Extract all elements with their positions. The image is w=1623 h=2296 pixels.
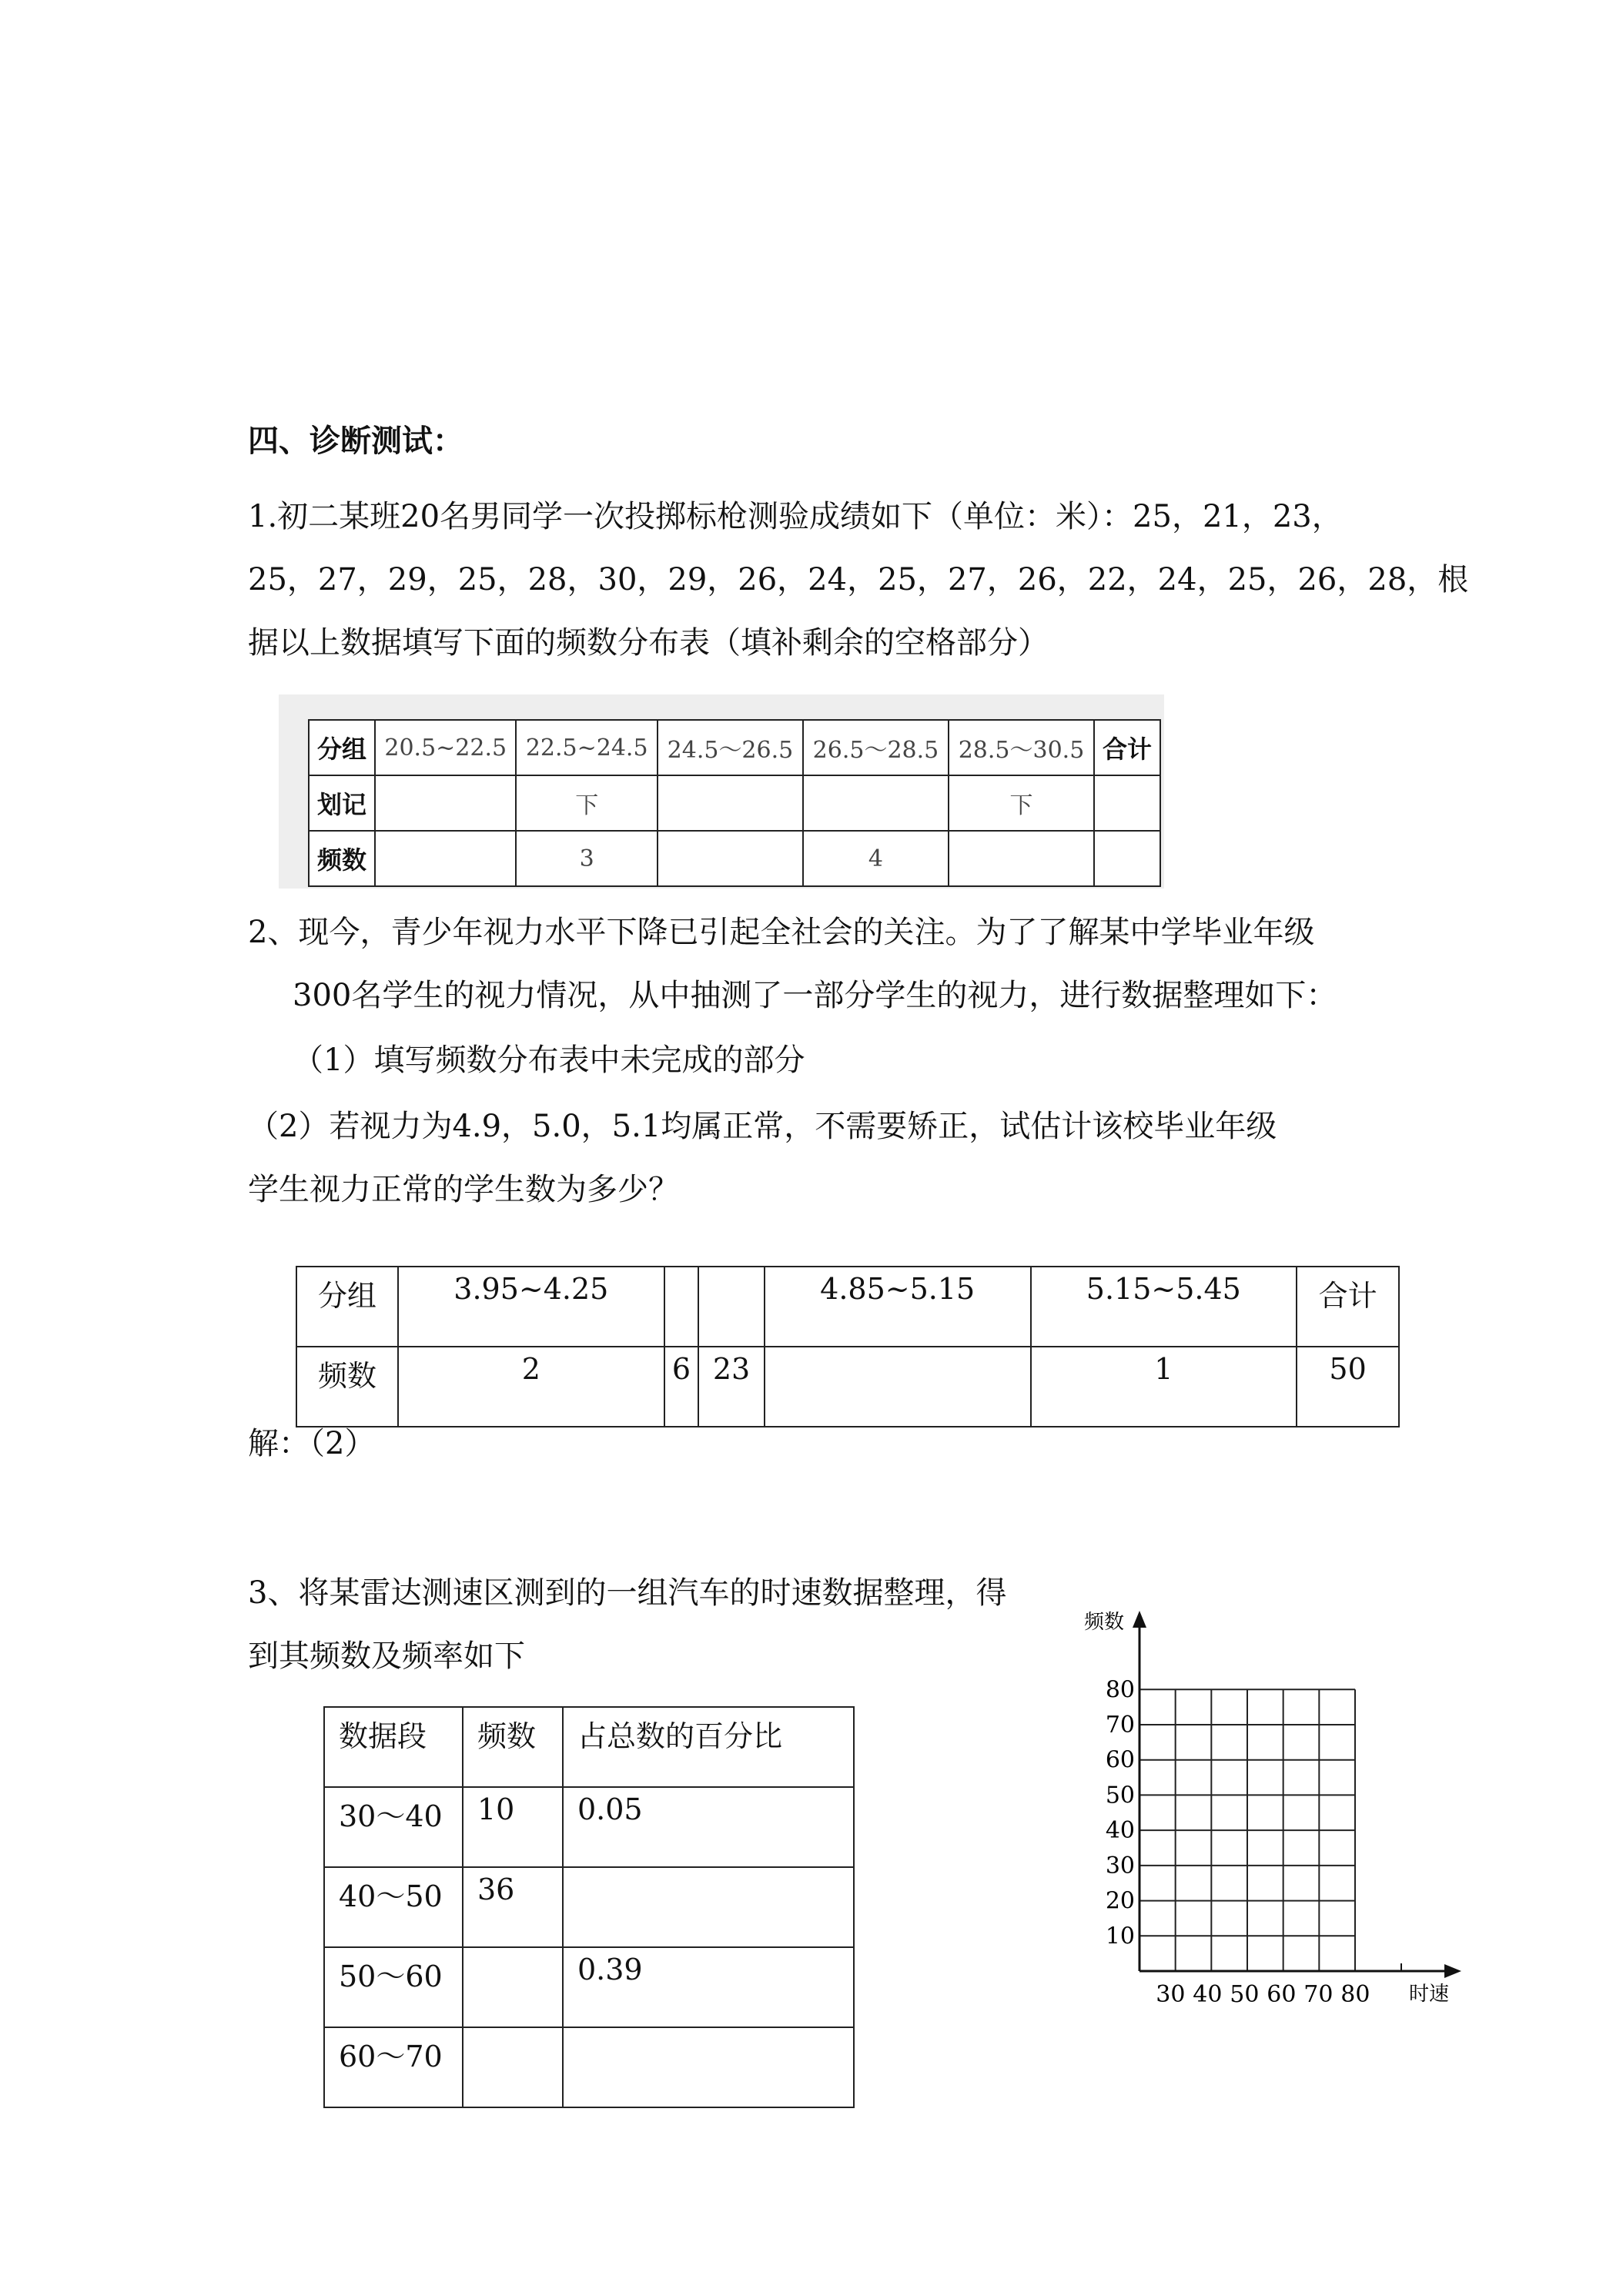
table-cell: 下 <box>516 775 657 831</box>
y-tick-label: 30 <box>1105 1852 1135 1879</box>
table-cell: 40～50 <box>324 1867 463 1947</box>
q3-line-2: 到其频数及频率如下 <box>248 1638 525 1674</box>
q1-line-3: 据以上数据填写下面的频数分布表（填补剩余的空格部分） <box>248 625 1049 661</box>
q3-frequency-table <box>323 1706 855 2108</box>
table-row <box>309 831 1160 886</box>
table-cell: 下 <box>949 775 1094 831</box>
table-cell: 3.95~4.25 <box>398 1267 664 1347</box>
q2-line-2: 300名学生的视力情况，从中抽测了一部分学生的视力，进行数据整理如下： <box>293 978 1337 1013</box>
table-cell: 4 <box>803 831 949 886</box>
table-cell: 2 <box>398 1347 664 1427</box>
table-cell <box>664 1267 699 1347</box>
table-cell: 0.39 <box>563 1947 854 2027</box>
q2-answer-label: 解：（2） <box>248 1426 376 1461</box>
table-cell: 分组 <box>296 1267 398 1347</box>
x-axis-label: 时速 <box>1409 1983 1450 2006</box>
table-cell: 30～40 <box>324 1787 463 1867</box>
y-axis-label: 频数 <box>1084 1611 1125 1634</box>
q1-line-2: 25，27，29，25，28，30，29，26，24，25，27，26，22，24，25，26，28，根 <box>248 562 1469 597</box>
table-cell <box>1094 831 1160 886</box>
table-cell <box>463 1947 563 2027</box>
q3-line-1: 3、将某雷达测速区测到的一组汽车的时速数据整理，得 <box>248 1575 1007 1611</box>
table-cell: 23 <box>698 1347 765 1427</box>
table-row <box>296 1347 1399 1427</box>
table-row <box>324 1947 854 2027</box>
x-axis-arrow-icon <box>1444 1964 1461 1978</box>
table-cell <box>563 2027 854 2107</box>
table-row <box>324 1867 854 1947</box>
x-tick-label: 40 <box>1193 1981 1223 2008</box>
table-cell <box>463 2027 563 2107</box>
table-cell <box>375 775 516 831</box>
q2-sub-question-2-line-1: （2）若视力为4.9，5.0，5.1均属正常，不需要矫正，试估计该校毕业年级 <box>248 1109 1277 1144</box>
table-row <box>296 1267 1399 1347</box>
table-cell: 1 <box>1031 1347 1297 1427</box>
q2-frequency-table <box>296 1266 1400 1427</box>
histogram-grid-chart <box>1070 1602 1471 2017</box>
table-row <box>324 2027 854 2107</box>
table-row <box>324 1707 854 1787</box>
table-cell: 频数 <box>309 831 375 886</box>
q2-line-1: 2、现今，青少年视力水平下降已引起全社会的关注。为了了解某中学毕业年级 <box>248 915 1315 950</box>
table-cell: 22.5~24.5 <box>516 720 657 775</box>
x-tick-label: 50 <box>1230 1981 1260 2008</box>
y-tick-label: 10 <box>1105 1923 1135 1950</box>
table-cell <box>375 831 516 886</box>
section-title: 四、诊断测试： <box>248 423 463 459</box>
table-cell <box>698 1267 765 1347</box>
table-cell: 频数 <box>296 1347 398 1427</box>
table-row <box>309 775 1160 831</box>
table-cell <box>765 1347 1031 1427</box>
table-cell: 36 <box>463 1867 563 1947</box>
y-axis-arrow-icon <box>1133 1611 1146 1628</box>
x-tick-label: 70 <box>1303 1981 1334 2008</box>
table-cell: 3 <box>516 831 657 886</box>
x-tick-label: 80 <box>1340 1981 1370 2008</box>
table-cell <box>1094 775 1160 831</box>
table-cell: 50～60 <box>324 1947 463 2027</box>
table-cell: 26.5～28.5 <box>803 720 949 775</box>
table-cell: 28.5～30.5 <box>949 720 1094 775</box>
table-cell <box>949 831 1094 886</box>
q1-frequency-table <box>308 719 1161 887</box>
table-cell: 24.5～26.5 <box>658 720 803 775</box>
table-cell <box>803 775 949 831</box>
table-cell <box>658 775 803 831</box>
table-cell: 合计 <box>1297 1267 1399 1347</box>
table-cell <box>563 1867 854 1947</box>
table-cell: 频数 <box>463 1707 563 1787</box>
table-cell: 6 <box>664 1347 699 1427</box>
table-cell: 10 <box>463 1787 563 1867</box>
table-row <box>324 1787 854 1867</box>
table-cell: 4.85~5.15 <box>765 1267 1031 1347</box>
q2-sub-question-1: （1）填写频数分布表中未完成的部分 <box>293 1043 805 1078</box>
x-tick-label: 30 <box>1156 1981 1186 2008</box>
table-cell: 占总数的百分比 <box>563 1707 854 1787</box>
table-cell: 5.15~5.45 <box>1031 1267 1297 1347</box>
table-cell: 50 <box>1297 1347 1399 1427</box>
table-cell: 合计 <box>1094 720 1160 775</box>
table-cell: 20.5~22.5 <box>375 720 516 775</box>
q1-line-1: 1.初二某班20名男同学一次投掷标枪测验成绩如下（单位：米）：25，21，23， <box>248 499 1343 534</box>
y-tick-label: 60 <box>1105 1746 1135 1774</box>
table-row <box>309 720 1160 775</box>
table-cell: 60～70 <box>324 2027 463 2107</box>
y-tick-label: 80 <box>1105 1676 1135 1704</box>
chart-x-tick-labels <box>1156 1981 1370 2008</box>
x-tick-label: 60 <box>1267 1981 1297 2008</box>
y-tick-label: 40 <box>1105 1817 1135 1845</box>
y-tick-label: 70 <box>1105 1712 1135 1739</box>
table-cell: 分组 <box>309 720 375 775</box>
table-cell: 数据段 <box>324 1707 463 1787</box>
y-tick-label: 20 <box>1105 1887 1135 1915</box>
y-tick-label: 50 <box>1105 1782 1135 1809</box>
table-cell <box>658 831 803 886</box>
table-cell: 划记 <box>309 775 375 831</box>
chart-y-tick-labels <box>1106 1676 1135 1950</box>
table-cell: 0.05 <box>563 1787 854 1867</box>
chart-grid <box>1139 1689 1355 1971</box>
q2-sub-question-2-line-2: 学生视力正常的学生数为多少？ <box>248 1172 679 1207</box>
